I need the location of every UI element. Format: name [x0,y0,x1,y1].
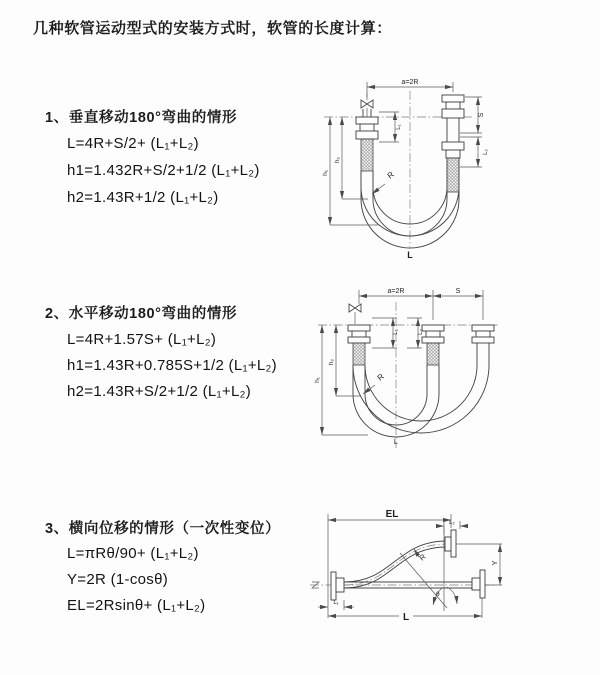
valve-icon [349,304,361,324]
right-flange [472,570,485,598]
hose-u-bend [353,343,489,437]
section-3-formula-Y: Y=2R (1-cosθ) [67,571,169,588]
braid-section [427,343,439,365]
diagram-horizontal-180-bend [310,280,535,458]
section-3-heading: 3、横向位移的情形（一次性变位） [45,521,281,537]
section-2-formula-L: L=4R+1.57S+ (L₁+L₂) [67,331,217,348]
section-2-heading: 2、水平移动180°弯曲的情形 [45,306,238,322]
dim-label-r: R [385,169,396,181]
left-pipe-fitting [348,325,370,365]
dim-label-y: Y [490,560,499,566]
section-3-formula-L: L=πRθ/90+ (L₁+L₂) [67,545,199,562]
dimension-lines [322,290,483,435]
dim-label-a2r: a=2R [401,79,419,86]
dim-label-el: EL [385,509,399,520]
dim-label-l2: L₂ [449,520,455,526]
braid-section [361,139,373,171]
dim-label-s: S [455,288,461,295]
centerlines [318,302,500,448]
upper-flange [445,530,456,557]
right-pipe-fitting-moved [472,325,494,343]
dimension-labels [322,79,489,260]
middle-pipe-fitting [422,325,444,365]
dim-label-l: L [407,250,413,260]
dimension-lines [318,514,502,618]
section-2-formula-h1: h1=1.43R+0.785S+1/2 (L₁+L₂) [67,357,277,374]
section-1-formula-L: L=4R+S/2+ (L₁+L₂) [67,135,199,152]
braid-section [353,343,365,365]
left-pipe-fitting [356,117,378,171]
dim-label-r: R [417,552,428,563]
dim-label-l2: L₂ [418,329,424,335]
dim-label-l: L [393,437,399,446]
radius-leader-arrow [372,184,385,194]
hose-displaced-position [344,541,447,588]
dimension-labels [333,509,499,623]
dim-label-l2: L₂ [483,149,489,155]
diagram-vertical-180-bend [310,75,535,265]
diagram-lateral-displacement [298,497,578,652]
dim-label-h2: h₂ [334,156,341,164]
dim-label-l1: L₁ [393,329,399,335]
page-title: 几种软管运动型式的安装方式时，软管的长度计算： [33,20,392,37]
dim-label-s: S [478,112,485,118]
dim-label-l1: L₁ [396,124,402,130]
dim-label-r: R [375,371,386,383]
section-1-heading: 1、垂直移动180°弯曲的情形 [45,110,238,126]
dim-label-h1: h₁ [322,170,329,176]
dim-label-l: L [402,612,410,623]
section-1-formula-h1: h1=1.432R+S/2+1/2 (L₁+L₂) [67,162,260,179]
section-3-formula-EL: EL=2Rsinθ+ (L₁+L₂) [67,597,206,614]
section-1-formula-h2: h2=1.43R+1/2 (L₁+L₂) [67,189,219,206]
right-pipe-fitting-upper [442,95,464,118]
dim-label-l1: L₁ [333,600,339,606]
dim-label-h1: h₁ [314,377,321,383]
section-2-formula-h2: h2=1.43R+S/2+1/2 (L₁+L₂) [67,383,252,400]
left-flange [331,572,344,600]
braid-section [447,158,459,192]
dim-label-a2r: a=2R [387,288,405,295]
dim-label-h2: h₂ [328,358,335,366]
dim-label-theta: θ [436,591,440,598]
